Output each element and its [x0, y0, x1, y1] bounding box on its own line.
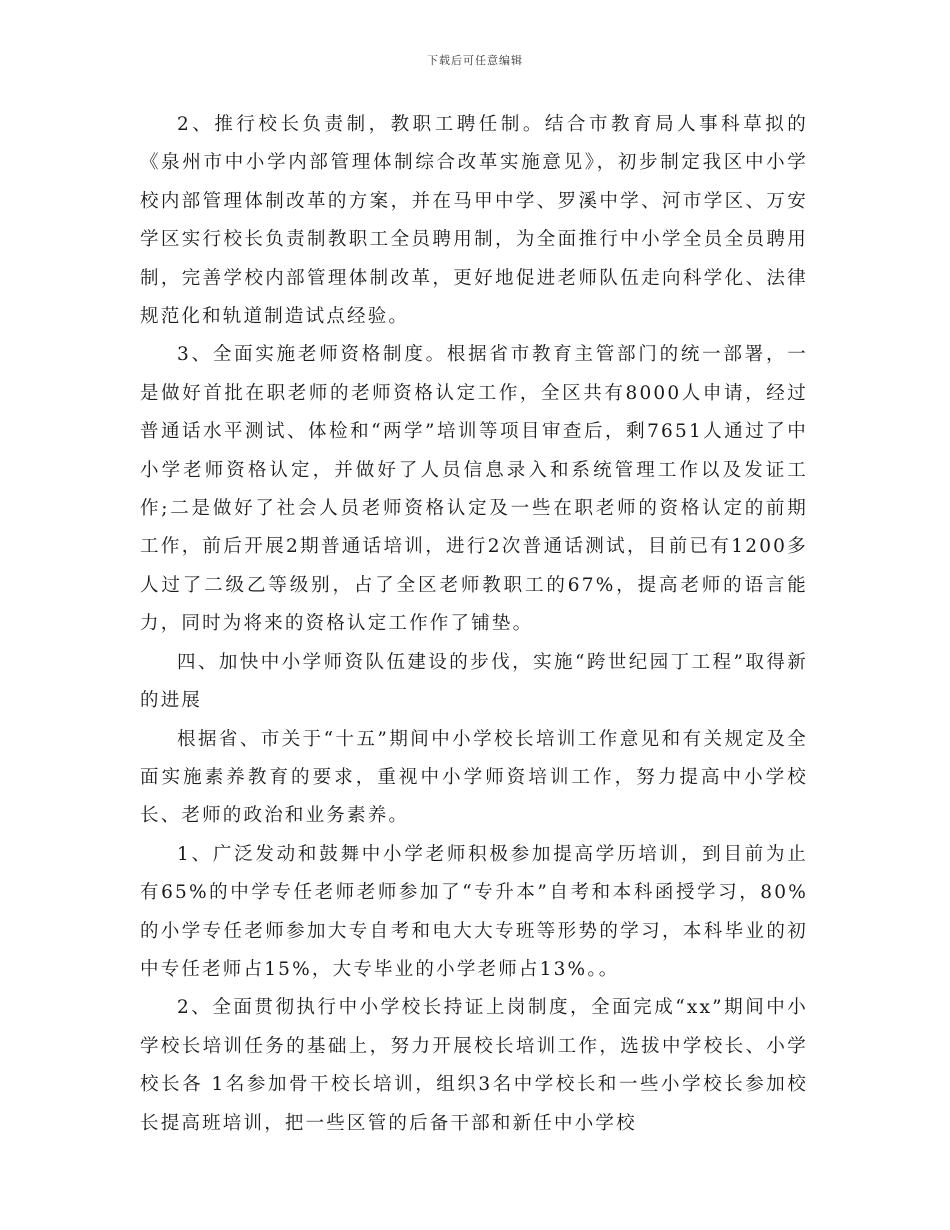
section-heading-teacher-team: 四、加快中小学师资队伍建设的步伐，实施“跨世纪园丁工程”取得新的进展 — [140, 651, 808, 712]
paragraph-degree-training: 1、广泛发动和鼓舞中小学老师积极参加提高学历培训，到目前为止有65%的中学专任老师老师参加了“专升本”自考和本科函授学习，80%的小学专任老师参加大专自考和电大大专班等形势的学习，本科毕业的初中专任老师占15%，大专毕业的小学老师占13%。。 — [140, 843, 808, 980]
paragraph-training-requirements: 根据省、市关于“十五”期间中小学校长培训工作意见和有关规定及全面实施素养教育的要求，重视中小学师资培训工作，努力提高中小学校长、老师的政治和业务素养。 — [140, 728, 808, 827]
paragraph-principal-responsibility: 2、推行校长负责制，教职工聘任制。结合市教育局人事科草拟的《泉州市中小学内部管理体制综合改革实施意见》，初步制定我区中小学校内部管理体制改革的方案，并在马甲中学、罗溪中学、河市学区、万安学区实行校长负责制教职工全员聘用制，为全面推行中小学全员全员聘用制，完善学校内部管理体制改革，更好地促进老师队伍走向科学化、法律规范化和轨道制造试点经验。 — [140, 114, 808, 328]
page-header: 下载后可任意编辑 — [427, 54, 523, 67]
paragraph-principal-certification: 2、全面贯彻执行中小学校长持证上岗制度，全面完成“xx”期间中小学校长培训任务的基础上，努力开展校长培训工作，选拔中学校长、小学校长各 1名参加骨干校长培训，组织3名中学校长和一些小学校长参加校长提高班培训，把一些区管的后备干部和新任中小学校 — [140, 997, 808, 1134]
document-body — [140, 106, 808, 1143]
paragraph-teacher-qualification: 3、全面实施老师资格制度。根据省市教育主管部门的统一部署，一是做好首批在职老师的老师资格认定工作，全区共有8000人申请，经过普通话水平测试、体检和“两学”培训等项目审查后，剩7651人通过了中小学老师资格认定，并做好了人员信息录入和系统管理工作以及发证工作;二是做好了社会人员老师资格认定及一些在职老师的资格认定的前期工作，前后开展2期普通话培训，进行2次普通话测试，目前已有1200多人过了二级乙等级别，占了全区老师教职工的67%，提高老师的语言能力，同时为将来的资格认定工作作了铺垫。 — [140, 344, 808, 635]
